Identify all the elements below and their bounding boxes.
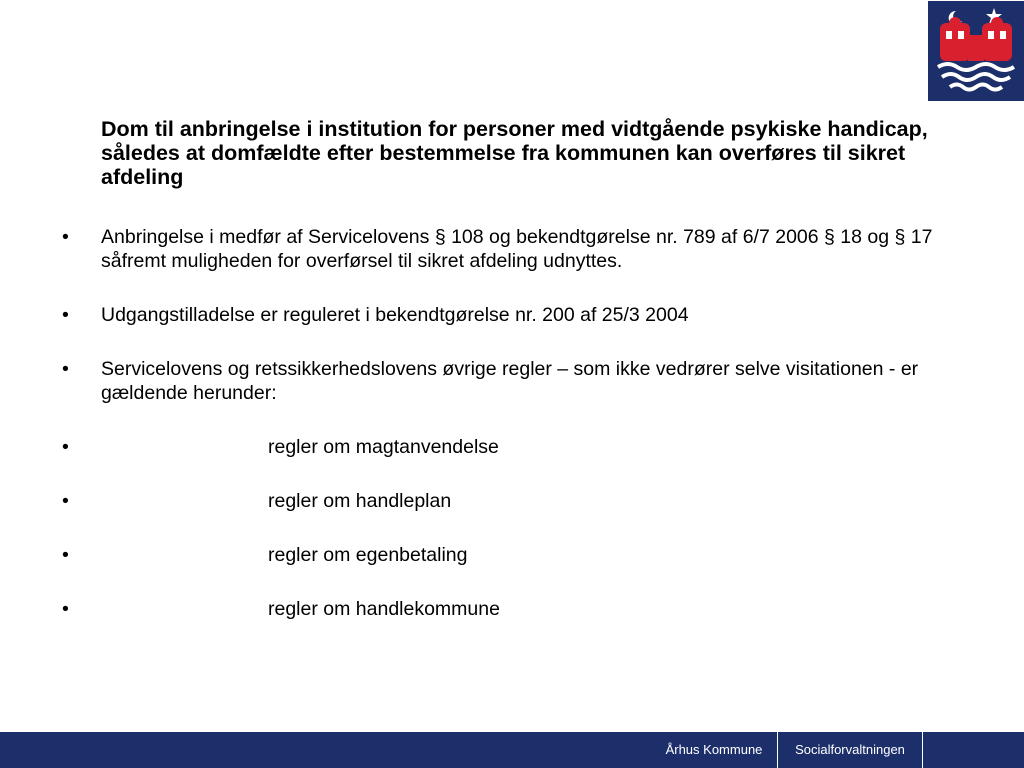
bullet-list xyxy=(62,225,962,651)
bullet-dot: • xyxy=(62,544,69,566)
bullet-dot: • xyxy=(62,598,69,620)
bullet-text: regler om handleplan xyxy=(268,490,452,512)
bullet-item xyxy=(62,489,962,513)
bullet-item xyxy=(62,543,962,567)
bullet-dot: • xyxy=(62,304,69,326)
footer-municipality: Århus Kommune xyxy=(665,742,763,757)
bullet-text: Servicelovens og retssikkerhedslovens øvrige regler – som ikke vedrører selve visitationen - er gældende herunder: xyxy=(101,358,919,404)
footer-bar xyxy=(0,732,1024,768)
slide-title: Dom til anbringelse i institution for personer med vidtgående psykiske handicap, således at domfældte efter bestemmelse fra kommunen kan overføres til sikret afdeling xyxy=(101,117,928,189)
aarhus-coat-of-arms-icon xyxy=(928,1,1024,101)
bullet-dot: • xyxy=(62,436,69,458)
bullet-dot: • xyxy=(62,358,69,380)
bullet-dot: • xyxy=(62,490,69,512)
bullet-item xyxy=(62,225,962,273)
bullet-dot: • xyxy=(62,226,69,248)
bullet-item xyxy=(62,357,962,405)
bullet-text: regler om magtanvendelse xyxy=(268,436,499,458)
bullet-item xyxy=(62,303,962,327)
bullet-text: regler om egenbetaling xyxy=(268,544,468,566)
bullet-text: Udgangstilladelse er reguleret i bekendtgørelse nr. 200 af 25/3 2004 xyxy=(101,304,689,326)
coat-of-arms-logo xyxy=(928,1,1024,101)
bullet-item xyxy=(62,435,962,459)
bullet-text: regler om handlekommune xyxy=(268,598,500,620)
bullet-text: Anbringelse i medfør af Servicelovens § 108 og bekendtgørelse nr. 789 af 6/7 2006 § 18 og § 17 såfremt muligheden for overførsel til sikret afdeling udnyttes. xyxy=(101,226,933,272)
footer-department: Socialforvaltningen xyxy=(777,732,923,768)
bullet-item xyxy=(62,597,962,621)
